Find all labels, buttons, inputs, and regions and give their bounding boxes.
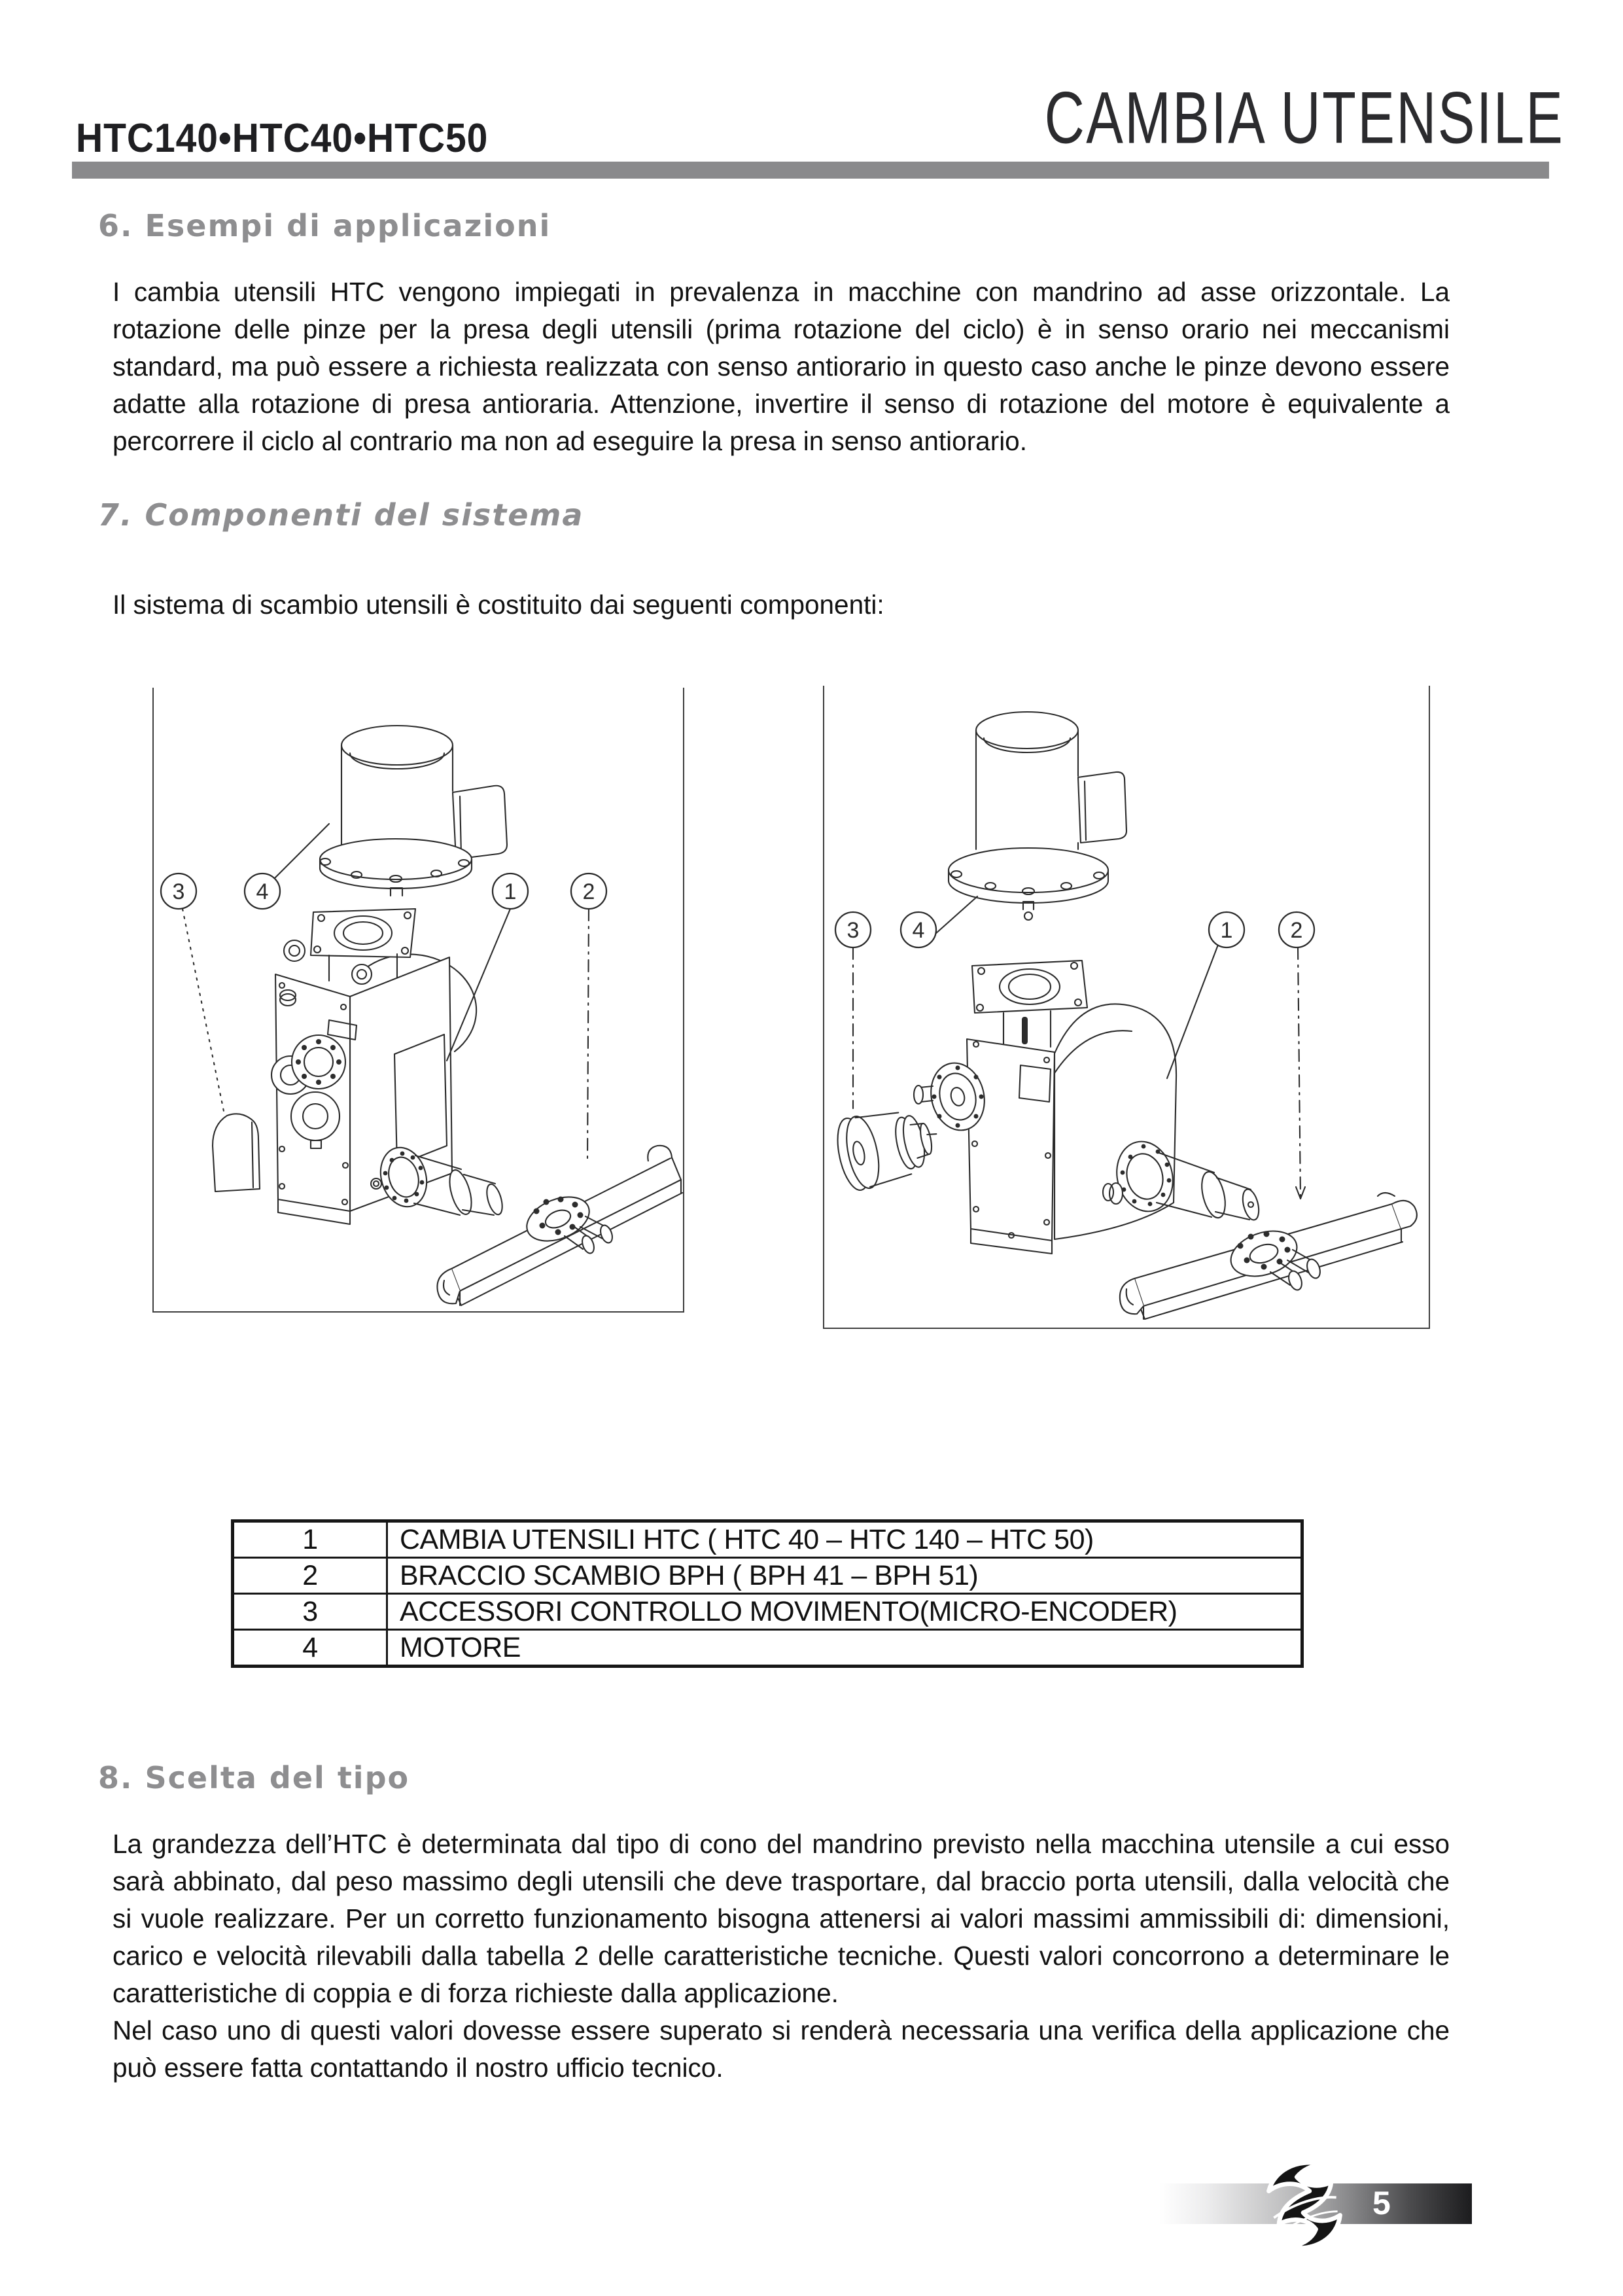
section6-paragraph: I cambia utensili HTC vengono impiegati in prevalenza in macchine con mandrino ad asse orizzontale. La rotazione delle pinze per la presa degli utensili (prima rotazione del ciclo) è in senso orario nei meccanismi standard, ma può essere a richiesta realizzata con senso antiorario in questo caso anche le pinze devono essere adatte alla rotazione di presa antioraria. Attenzione, invertire il senso di rotazione del motore è equivalente a percorrere il ciclo al contrario ma non ad eseguire la presa in senso antiorario. [113,277,1450,456]
section7-intro: Il sistema di scambio utensili è costituito dai seguenti componenti: [113,590,884,620]
cover-illustration [213,1114,260,1192]
brand-swirl-logo [1240,2157,1369,2252]
component-number: 4 [233,1630,387,1667]
callout-4-label: 4 [256,879,269,904]
header-rule [72,162,1549,179]
section8-paragraph-1: La grandezza dell’HTC è determinata dal tipo di cono del mandrino previsto nella macchina utensile a cui esso sarà abbinato, dal peso massimo degli utensili che deve trasportare, dal braccio porta utensili, dalla velocità che si vuole realizzare. Per un corretto funzionamento bisogna attenersi ai valori massimi ammissibili di: dimensioni, carico e velocità rilevabili dalla tabella 2 delle caratteristiche tecniche. Questi valori concorrono a determinare le caratteristiche di coppia e di forza richieste dalla applicazione. [113,1829,1450,2008]
component-description: ACCESSORI CONTROLLO MOVIMENTO(MICRO-ENCODER) [387,1594,1302,1630]
component-description: BRACCIO SCAMBIO BPH ( BPH 41 – BPH 51) [387,1558,1302,1594]
callout-1-label: 1 [504,879,517,904]
table-row [233,1521,1302,1558]
section6-heading: 6. Esempi di applicazioni [98,208,551,243]
component-number: 1 [233,1521,387,1558]
section7-heading: 7. Componenti del sistema [98,497,584,533]
exploded-view-right-drawing [824,686,1429,1328]
callout-1-label: 1 [1220,918,1233,943]
callout-2 [1279,912,1314,947]
section8-heading: 8. Scelta del tipo [98,1760,410,1795]
callout-4 [901,912,936,947]
leader-line-3 [183,909,224,1114]
motor-illustration [320,726,507,896]
section8-paragraphs [113,1826,1450,2087]
callout-3-label: 3 [172,879,185,904]
callout-1 [1209,912,1244,947]
table-row [233,1594,1302,1630]
exchange-arm-illustration [1120,1193,1417,1319]
encoder-illustration [832,1101,945,1193]
callout-1 [493,874,528,909]
exploded-view-right [823,686,1430,1329]
component-description: MOTORE [387,1630,1302,1667]
table-row [233,1558,1302,1594]
leader-line-1 [447,909,510,1061]
callout-2-label: 2 [1290,918,1303,943]
section8-paragraph-2: Nel caso uno di questi valori dovesse essere superato si renderà necessaria una verifica della applicazione che può essere fatta contattando il nostro ufficio tecnico. [113,2015,1450,2083]
motor-illustration [949,712,1126,920]
callout-4 [245,874,280,909]
component-number: 2 [233,1558,387,1594]
gearbox-illustration [914,961,1261,1254]
callout-3 [161,874,196,909]
exploded-view-left [152,688,684,1313]
exploded-view-left-drawing [154,688,683,1311]
leader-line-2 [1298,947,1300,1199]
callout-3 [835,912,871,947]
page-title: CAMBIA UTENSILE [1044,77,1564,159]
components-table [231,1519,1304,1668]
exchange-arm-illustration [437,1146,682,1305]
leader-line-2 [587,909,589,1160]
callout-4-label: 4 [912,918,925,943]
page-number: 5 [1372,2185,1391,2221]
component-number: 3 [233,1594,387,1630]
component-description: CAMBIA UTENSILI HTC ( HTC 40 – HTC 140 – HTC 50) [387,1521,1302,1558]
callout-2-label: 2 [582,879,595,904]
gearbox-illustration [271,909,505,1224]
leader-line-1 [1167,945,1218,1078]
header-model-codes: HTC140•HTC40•HTC50 [76,116,489,161]
table-row [233,1630,1302,1667]
callout-3-label: 3 [846,918,860,943]
callout-2 [571,874,606,909]
